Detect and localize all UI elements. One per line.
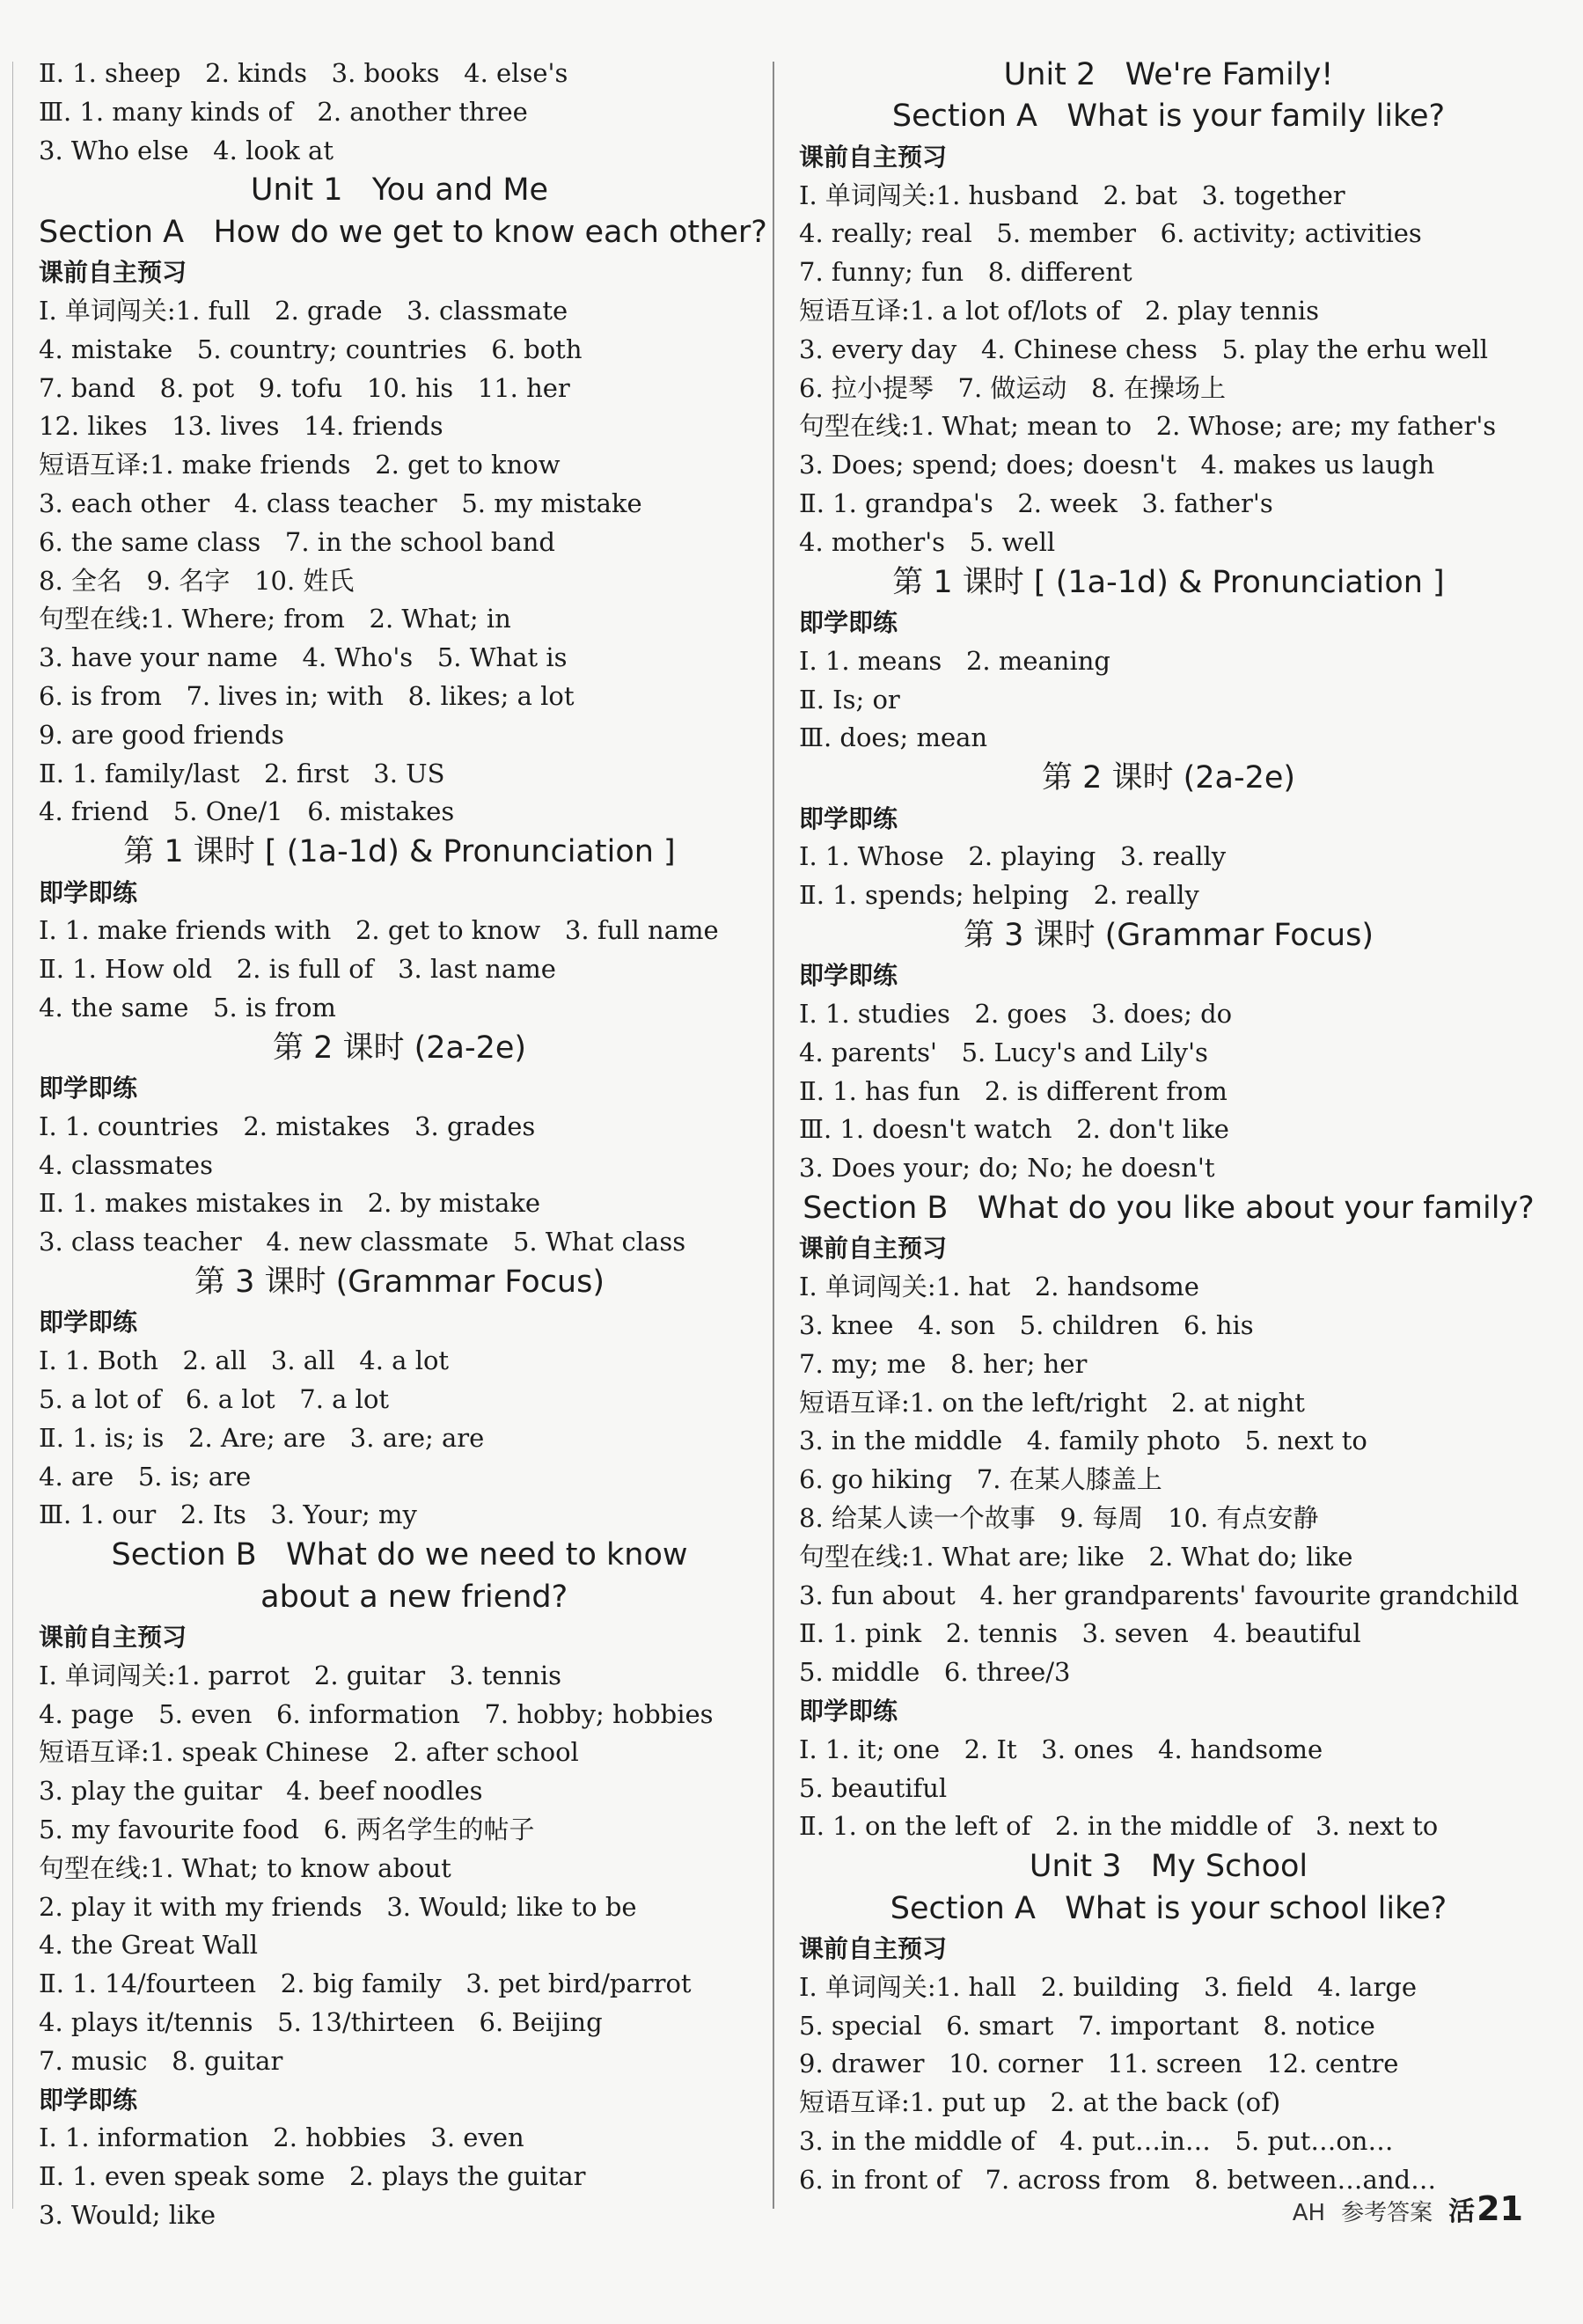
answer-line: Ⅲ. does; mean <box>799 722 988 753</box>
answer-line: 3. Would; like <box>39 2199 216 2230</box>
answer-line: 4. mother's 5. well <box>799 526 1056 557</box>
answer-line: Ⅱ. 1. is; is 2. Are; are 3. are; are <box>39 1422 485 1453</box>
section-label: 课前自主预习 <box>39 1623 187 1653</box>
answer-line: Ⅱ. 1. family/last 2. first 3. US <box>39 758 445 788</box>
answer-line: 7. my; me 8. her; her <box>799 1348 1088 1379</box>
answer-line: Ⅱ. 1. 14/fourteen 2. big family 3. pet bird/parrot <box>39 1968 692 1999</box>
answer-line: Ⅱ. 1. sheep 2. kinds 3. books 4. else's <box>39 58 568 88</box>
section-label: 即学即练 <box>799 961 898 991</box>
answer-line: Ⅰ. 单词闯关:1. hall 2. building 3. field 4. large <box>799 1971 1418 2002</box>
section-heading: Unit 3 My School <box>1029 1849 1308 1885</box>
footer-code: AH <box>1292 2200 1326 2226</box>
answer-line: Ⅱ. 1. spends; helping 2. really <box>799 880 1199 911</box>
section-heading: 第 3 课时 (Grammar Focus) <box>194 1265 605 1301</box>
section-label: 即学即练 <box>39 2085 138 2115</box>
section-heading: Section B What do we need to know <box>111 1537 688 1573</box>
left-column <box>39 55 767 2235</box>
answer-line: Ⅰ. 1. Whose 2. playing 3. really <box>799 841 1227 872</box>
section-label: 即学即练 <box>39 1074 138 1103</box>
answer-line: 短语互译:1. speak Chinese 2. after school <box>39 1737 579 1768</box>
answer-line: 5. middle 6. three/3 <box>799 1657 1071 1688</box>
section-heading: 第 2 课时 (2a-2e) <box>272 1030 527 1066</box>
answer-line: Ⅰ. 1. Both 2. all 3. all 4. a lot <box>39 1345 450 1376</box>
section-label: 课前自主预习 <box>799 142 948 172</box>
section-label: 即学即练 <box>39 877 138 907</box>
section-label: 课前自主预习 <box>799 1234 948 1264</box>
answer-line: 6. the same class 7. in the school band <box>39 526 555 557</box>
section-heading: 第 1 课时 [ (1a-1d) & Pronunciation ] <box>123 834 676 870</box>
answer-line: 8. 给某人读一个故事 9. 每周 10. 有点安静 <box>799 1503 1319 1534</box>
answer-line: 短语互译:1. put up 2. at the back (of) <box>799 2087 1281 2118</box>
answer-line: 3. class teacher 4. new classmate 5. What class <box>39 1227 686 1257</box>
answer-line: 5. beautiful <box>799 1772 948 1803</box>
answer-line: Ⅱ. 1. has fun 2. is different from <box>799 1075 1228 1106</box>
answer-line: 4. parents' 5. Lucy's and Lily's <box>799 1037 1208 1067</box>
section-heading: Section A What is your family like? <box>891 99 1446 135</box>
section-heading: 第 2 课时 (2a-2e) <box>1041 760 1296 796</box>
page-number: 21 <box>1477 2189 1523 2228</box>
answer-line: Ⅰ. 1. make friends with 2. get to know 3. full name <box>39 915 719 946</box>
answer-line: Ⅰ. 1. means 2. meaning <box>799 645 1110 676</box>
column-divider <box>773 62 774 2209</box>
section-label: 课前自主预习 <box>39 258 187 288</box>
answer-line: 句型在线:1. What; mean to 2. Whose; are; my father's <box>799 411 1497 442</box>
answer-line: 3. each other 4. class teacher 5. my mistake <box>39 488 642 518</box>
footer-label: 参考答案 <box>1341 2200 1433 2226</box>
answer-line: 9. drawer 10. corner 11. screen 12. centre <box>799 2049 1399 2079</box>
answer-line: Ⅰ. 1. it; one 2. It 3. ones 4. handsome <box>799 1734 1323 1764</box>
section-label: 即学即练 <box>39 1308 138 1338</box>
answer-line: 句型在线:1. Where; from 2. What; in <box>39 604 511 634</box>
answer-line: 3. have your name 4. Who's 5. What is <box>39 642 568 673</box>
answer-line: Ⅱ. 1. on the left of 2. in the middle of 3. next to <box>799 1811 1439 1842</box>
answer-line: 6. go hiking 7. 在某人膝盖上 <box>799 1464 1162 1495</box>
answer-line: Ⅲ. 1. many kinds of 2. another three <box>39 96 528 127</box>
section-heading: 第 3 课时 (Grammar Focus) <box>963 917 1374 953</box>
section-heading: Section A What is your school like? <box>890 1890 1447 1926</box>
answer-line: 6. is from 7. lives in; with 8. likes; a lot <box>39 680 575 711</box>
answer-line: 3. play the guitar 4. beef noodles <box>39 1776 483 1807</box>
section-heading: 第 1 课时 [ (1a-1d) & Pronunciation ] <box>892 564 1445 600</box>
answer-line: 12. likes 13. lives 14. friends <box>39 411 443 442</box>
left-margin-rule <box>12 62 13 2209</box>
answer-line: Ⅱ. 1. How old 2. is full of 3. last name <box>39 954 556 985</box>
answer-line: 3. knee 4. son 5. children 6. his <box>799 1310 1254 1341</box>
section-label: 即学即练 <box>799 1697 898 1727</box>
answer-line: Ⅰ. 1. studies 2. goes 3. does; do <box>799 999 1233 1030</box>
answer-line: 3. in the middle 4. family photo 5. next to <box>799 1426 1367 1456</box>
answer-line: 3. in the middle of 4. put…in… 5. put…on… <box>799 2125 1394 2156</box>
answer-line: Ⅱ. 1. pink 2. tennis 3. seven 4. beautiful <box>799 1618 1361 1649</box>
answer-line: Ⅱ. Is; or <box>799 684 900 715</box>
answer-line: Ⅰ. 单词闯关:1. hat 2. handsome <box>799 1272 1199 1302</box>
answer-line: 4. the same 5. is from <box>39 992 336 1023</box>
answer-line: 短语互译:1. make friends 2. get to know <box>39 450 561 480</box>
answer-line: 5. my favourite food 6. 两名学生的帖子 <box>39 1814 535 1845</box>
answer-line: 7. music 8. guitar <box>39 2045 283 2076</box>
answer-line: Ⅱ. 1. grandpa's 2. week 3. father's <box>799 488 1273 518</box>
answer-line: 4. classmates <box>39 1149 213 1180</box>
answer-line: Ⅰ. 单词闯关:1. parrot 2. guitar 3. tennis <box>39 1660 561 1690</box>
answer-line: Ⅰ. 单词闯关:1. full 2. grade 3. classmate <box>39 295 568 326</box>
section-heading: Section A How do we get to know each other? <box>39 214 767 250</box>
answer-line: 4. page 5. even 6. information 7. hobby; hobbies <box>39 1698 714 1729</box>
answer-line: Ⅱ. 1. makes mistakes in 2. by mistake <box>39 1188 541 1219</box>
answer-line: Ⅰ. 1. countries 2. mistakes 3. grades <box>39 1111 536 1141</box>
answer-line: 短语互译:1. on the left/right 2. at night <box>799 1387 1305 1418</box>
answer-line: Ⅲ. 1. our 2. Its 3. Your; my <box>39 1499 417 1530</box>
section-label: 课前自主预习 <box>799 1934 948 1963</box>
answer-line: 4. the Great Wall <box>39 1930 259 1961</box>
answer-line: 3. Who else 4. look at <box>39 135 334 165</box>
section-heading: Unit 1 You and Me <box>250 172 549 209</box>
page-footer <box>1293 2189 1523 2235</box>
section-heading: Unit 2 We're Family! <box>1003 57 1334 92</box>
answer-line: 4. friend 5. One/1 6. mistakes <box>39 796 455 827</box>
answer-line: 4. are 5. is; are <box>39 1461 252 1492</box>
answer-line: 6. 拉小提琴 7. 做运动 8. 在操场上 <box>799 372 1226 403</box>
section-heading: Section B What do you like about your family? <box>802 1191 1535 1227</box>
answer-line: 5. special 6. smart 7. important 8. notice <box>799 2010 1375 2041</box>
answer-line: 3. fun about 4. her grandparents' favourite grandchild <box>799 1580 1520 1610</box>
answer-line: 5. a lot of 6. a lot 7. a lot <box>39 1384 390 1415</box>
answer-line: 2. play it with my friends 3. Would; like to be <box>39 1891 637 1922</box>
answer-line: 短语互译:1. a lot of/lots of 2. play tennis <box>799 295 1320 326</box>
answer-line: 4. plays it/tennis 5. 13/thirteen 6. Beijing <box>39 2007 603 2037</box>
answer-line: 4. really; real 5. member 6. activity; activities <box>799 218 1422 249</box>
answer-line: 7. band 8. pot 9. tofu 10. his 11. her <box>39 372 570 403</box>
footer-brand: 活 <box>1448 2196 1476 2227</box>
section-heading: about a new friend? <box>231 1579 568 1615</box>
answer-line: 9. are good friends <box>39 719 284 750</box>
answer-line: Ⅱ. 1. even speak some 2. plays the guitar <box>39 2161 586 2192</box>
answer-line: 3. Does your; do; No; he doesn't <box>799 1153 1215 1184</box>
section-label: 即学即练 <box>799 803 898 833</box>
answer-line: 4. mistake 5. country; countries 6. both <box>39 334 583 364</box>
section-label: 即学即练 <box>799 607 898 637</box>
answer-line: Ⅲ. 1. doesn't watch 2. don't like <box>799 1114 1229 1145</box>
answer-line: 句型在线:1. What; to know about <box>39 1852 451 1883</box>
answer-line: 3. every day 4. Chinese chess 5. play the erhu well <box>799 334 1489 364</box>
answer-line: Ⅰ. 单词闯关:1. husband 2. bat 3. together <box>799 180 1345 210</box>
answer-line: 6. in front of 7. across from 8. between…and… <box>799 2164 1437 2195</box>
right-column <box>799 55 1538 2200</box>
answer-line: Ⅰ. 1. information 2. hobbies 3. even <box>39 2122 524 2153</box>
answer-line: 句型在线:1. What are; like 2. What do; like <box>799 1541 1353 1572</box>
answer-line: 7. funny; fun 8. different <box>799 257 1132 288</box>
answer-line: 8. 全名 9. 名字 10. 姓氏 <box>39 565 355 596</box>
answer-line: 3. Does; spend; does; doesn't 4. makes us laugh <box>799 450 1435 480</box>
